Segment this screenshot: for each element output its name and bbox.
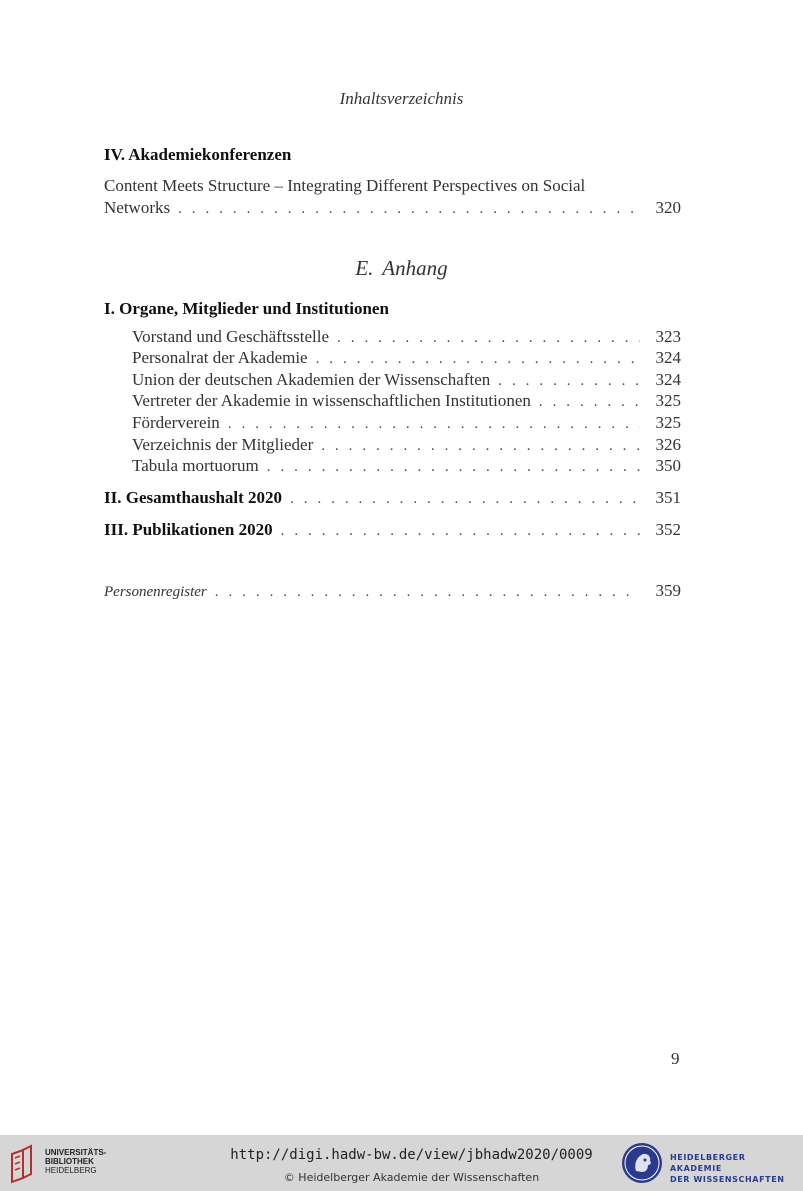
- toc-entry-vorstand[interactable]: [132, 326, 681, 348]
- library-logo-text: UNIVERSITÄTS- BIBLIOTHEK HEIDELBERG: [45, 1148, 107, 1175]
- toc-entry-title: Vertreter der Akademie in wissenschaftlichen Institutionen: [132, 391, 531, 410]
- academy-seal-icon: [620, 1141, 664, 1185]
- running-head: Inhaltsverzeichnis: [339, 89, 464, 108]
- toc-entry-page: 325: [655, 391, 681, 410]
- section-iv-entry-line1: Content Meets Structure – Integrating Different Perspectives on Social: [104, 176, 586, 195]
- part-e-title: E. Anhang: [355, 256, 448, 280]
- section-i-heading: I. Organe, Mitglieder und Institutionen: [104, 299, 389, 318]
- toc-entry-page: 324: [655, 348, 681, 367]
- toc-entry-title: Personalrat der Akademie: [132, 348, 308, 367]
- toc-entry-page: 359: [655, 581, 681, 600]
- toc-entry-publikationen[interactable]: [104, 519, 681, 541]
- toc-entry-gesamthaushalt[interactable]: [104, 487, 681, 509]
- toc-entry-personalrat[interactable]: [132, 347, 681, 369]
- toc-entry-foerderverein[interactable]: [132, 412, 681, 434]
- toc-entry-personenregister[interactable]: [104, 580, 681, 602]
- toc-entry-page: 325: [655, 413, 681, 432]
- page-number: 9: [671, 1049, 680, 1068]
- toc-entry-title: Förderverein: [132, 413, 220, 432]
- section-iv-heading: IV. Akademiekonferenzen: [104, 145, 292, 164]
- document-url-link[interactable]: http://digi.hadw-bw.de/view/jbhadw2020/0009: [230, 1147, 593, 1163]
- toc-entry-title: III. Publikationen 2020: [104, 520, 273, 539]
- toc-entry-title: Networks: [104, 198, 171, 217]
- leader-dots: [539, 391, 640, 413]
- toc-entry-social-networks[interactable]: [104, 197, 681, 219]
- leader-dots: [321, 435, 640, 457]
- toc-entry-title: Verzeichnis der Mitglieder: [132, 435, 314, 454]
- leader-dots: [337, 327, 640, 349]
- toc-entry-vertreter[interactable]: [132, 390, 681, 412]
- academy-logo-text: HEIDELBERGER AKADEMIE DER WISSENSCHAFTEN: [670, 1153, 785, 1184]
- toc-entry-page: 352: [655, 520, 681, 539]
- toc-entry-title: Union der deutschen Akademien der Wissenschaften: [132, 370, 491, 389]
- copyright-notice: © Heidelberger Akademie der Wissenschaften: [283, 1171, 540, 1184]
- academy-logo[interactable]: [620, 1141, 800, 1185]
- footer-bar: [0, 1135, 803, 1191]
- leader-dots: [215, 581, 640, 603]
- toc-entry-page: 320: [655, 198, 681, 217]
- toc-entry-page: 326: [655, 435, 681, 454]
- toc-entry-mitglieder[interactable]: [132, 434, 681, 456]
- leader-dots: [316, 348, 640, 370]
- leader-dots: [267, 456, 640, 478]
- toc-entry-page: 323: [655, 327, 681, 346]
- toc-entry-tabula[interactable]: [132, 455, 681, 477]
- leader-dots: [228, 413, 640, 435]
- toc-entry-page: 324: [655, 370, 681, 389]
- leader-dots: [178, 198, 640, 220]
- leader-dots: [290, 488, 640, 510]
- toc-entry-title: II. Gesamthaushalt 2020: [104, 488, 283, 507]
- toc-entry-title: Tabula mortuorum: [132, 456, 259, 475]
- toc-entry-union[interactable]: [132, 369, 681, 391]
- toc-entry-title: Vorstand und Geschäftsstelle: [132, 327, 330, 346]
- toc-entry-page: 350: [655, 456, 681, 475]
- toc-entry-title: Personenregister: [104, 584, 207, 600]
- toc-entry-page: 351: [655, 488, 681, 507]
- leader-dots: [281, 520, 640, 542]
- leader-dots: [498, 370, 640, 392]
